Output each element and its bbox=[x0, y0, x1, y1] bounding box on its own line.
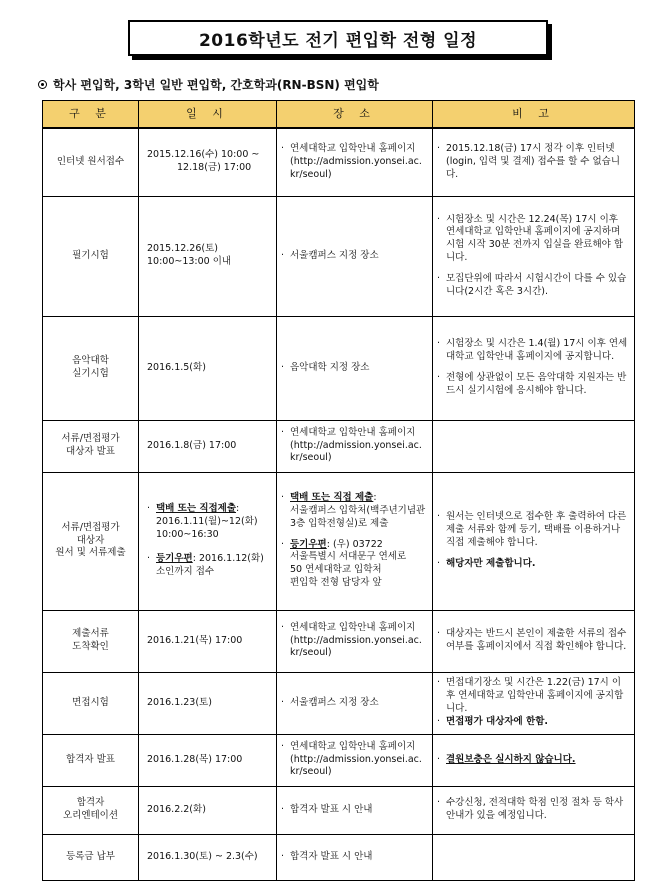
table-row bbox=[43, 196, 635, 316]
row-category: 면접시험 bbox=[43, 672, 139, 734]
row-note: · 2015.12.18(금) 17시 정각 이후 인터넷(login, 입력 및 결제) 접수를 할 수 없습니다. bbox=[433, 128, 635, 196]
row-place: · 연세대학교 입학안내 홈페이지 (http://admission.yonsei.ac. kr/seoul) bbox=[277, 128, 433, 196]
row-date: · 택배 또는 직접제출 : 2016.1.11(월)~12(화) 10:00~16:30 · 등기우편 : 2016.1.12(화) 소인까지 접수 bbox=[139, 472, 277, 610]
table-row bbox=[43, 834, 635, 880]
table-row bbox=[43, 316, 635, 420]
row-date: 2016.1.28(목) 17:00 bbox=[139, 734, 277, 786]
admission-link[interactable]: (http://admission.yonsei.ac. bbox=[290, 634, 422, 646]
row-category: 음악대학 실기시험 bbox=[43, 316, 139, 420]
row-note: · 결원보충은 실시하지 않습니다. bbox=[433, 734, 635, 786]
table-row bbox=[43, 472, 635, 610]
header-place: 장 소 bbox=[277, 101, 433, 129]
row-date: 2016.1.5(화) bbox=[139, 316, 277, 420]
row-category: 서류/면접평가 대상자 발표 bbox=[43, 420, 139, 472]
row-category: 합격자 오리엔테이션 bbox=[43, 786, 139, 834]
table-row bbox=[43, 786, 635, 834]
admission-link[interactable]: (http://admission.yonsei.ac. bbox=[290, 155, 422, 167]
row-date: 2015.12.26(토) 10:00~13:00 이내 bbox=[139, 196, 277, 316]
row-place: · 서울캠퍼스 지정 장소 bbox=[277, 196, 433, 316]
row-date: 2015.12.16(수) 10:00 ~ 12.18(금) 17:00 bbox=[139, 128, 277, 196]
table-row bbox=[43, 128, 635, 196]
header-note: 비 고 bbox=[433, 101, 635, 129]
row-date: 2016.1.21(목) 17:00 bbox=[139, 610, 277, 672]
table-row bbox=[43, 734, 635, 786]
row-place: · 연세대학교 입학안내 홈페이지 (http://admission.yonsei.ac. kr/seoul) bbox=[277, 734, 433, 786]
schedule-table bbox=[42, 100, 635, 881]
admission-link[interactable]: (http://admission.yonsei.ac. bbox=[290, 753, 422, 765]
row-date: 2016.1.30(토) ~ 2.3(수) bbox=[139, 834, 277, 880]
row-date: 2016.2.2(화) bbox=[139, 786, 277, 834]
row-note: · 면접대기장소 및 시간은 1.22(금) 17시 이후 연세대학교 입학안내 홈페이지에 공지합니다. · 면접평가 대상자에 한함. bbox=[433, 672, 635, 734]
row-note: · 수강신청, 전적대학 학점 인정 절차 등 학사 안내가 있을 예정입니다. bbox=[433, 786, 635, 834]
row-category: 합격자 발표 bbox=[43, 734, 139, 786]
table-row bbox=[43, 672, 635, 734]
row-note bbox=[433, 834, 635, 880]
circle-bullet-icon bbox=[38, 80, 47, 89]
row-date: 2016.1.23(토) bbox=[139, 672, 277, 734]
row-category: 인터넷 원서접수 bbox=[43, 128, 139, 196]
row-date: 2016.1.8(금) 17:00 bbox=[139, 420, 277, 472]
row-place: · 택배 또는 직접 제출: 서울캠퍼스 입학처(백주년기념관 3층 입학전형실)로 제출 · 등기우편: (우) 03722 서울특별시 서대문구 연세로 50 연세대학교 입학처 편입학 전형 담당자 앞 bbox=[277, 472, 433, 610]
header-date: 일 시 bbox=[139, 101, 277, 129]
header-category: 구 분 bbox=[43, 101, 139, 129]
row-place: · 음악대학 지정 장소 bbox=[277, 316, 433, 420]
admission-link[interactable]: (http://admission.yonsei.ac. bbox=[290, 439, 422, 451]
section-heading bbox=[38, 76, 379, 93]
row-category: 제출서류 도착확인 bbox=[43, 610, 139, 672]
row-note: · 원서는 인터넷으로 접수한 후 출력하여 다른 제출 서류와 함께 등기, 택배를 이용하거나 직접 제출해야 합니다. · 해당자만 제출합니다. bbox=[433, 472, 635, 610]
row-place: · 서울캠퍼스 지정 장소 bbox=[277, 672, 433, 734]
row-note: · 대상자는 반드시 본인이 제출한 서류의 접수 여부를 홈페이지에서 직접 확인해야 합니다. bbox=[433, 610, 635, 672]
row-note bbox=[433, 420, 635, 472]
table-row bbox=[43, 610, 635, 672]
row-place: · 연세대학교 입학안내 홈페이지 (http://admission.yonsei.ac. kr/seoul) bbox=[277, 610, 433, 672]
table-header-row bbox=[43, 101, 635, 129]
section-heading-text: 학사 편입학, 3학년 일반 편입학, 간호학과(RN-BSN) 편입학 bbox=[53, 78, 379, 92]
row-category: 서류/면접평가 대상자 원서 및 서류제출 bbox=[43, 472, 139, 610]
row-category: 필기시험 bbox=[43, 196, 139, 316]
page-title: 2016학년도 전기 편입학 전형 일정 bbox=[128, 20, 548, 56]
row-place: · 합격자 발표 시 안내 bbox=[277, 786, 433, 834]
row-note: · 시험장소 및 시간은 12.24(목) 17시 이후 연세대학교 입학안내 홈페이지에 공지하며 시험 시작 30분 전까지 입실을 완료해야 합니다. · 모집단위에 따라서 시험시간이 다를 수 있습니다(2시간 혹은 3시간). bbox=[433, 196, 635, 316]
table-row bbox=[43, 420, 635, 472]
row-place: · 연세대학교 입학안내 홈페이지 (http://admission.yonsei.ac. kr/seoul) bbox=[277, 420, 433, 472]
row-place: · 합격자 발표 시 안내 bbox=[277, 834, 433, 880]
row-note: · 시험장소 및 시간은 1.4(월) 17시 이후 연세대학교 입학안내 홈페이지에 공지합니다. · 전형에 상관없이 모든 음악대학 지원자는 반드시 실기시험에 응시해야 합니다. bbox=[433, 316, 635, 420]
row-category: 등록금 납부 bbox=[43, 834, 139, 880]
